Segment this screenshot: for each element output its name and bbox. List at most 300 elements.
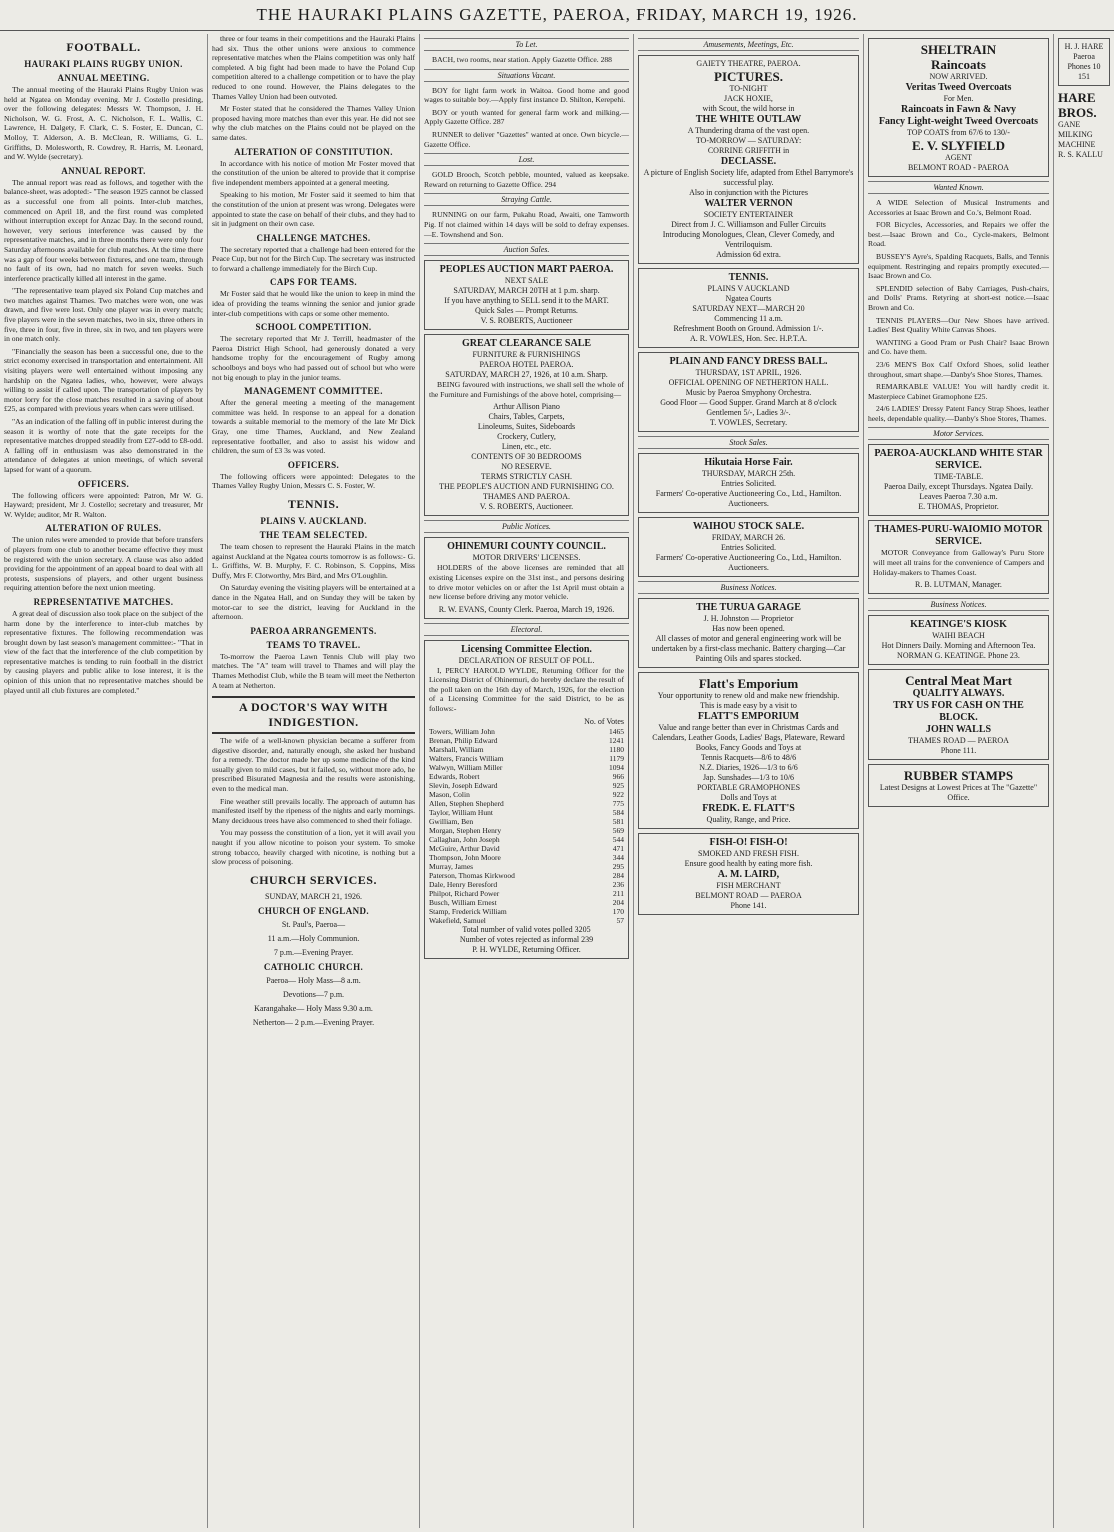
ad-line: THURSDAY, 1ST APRIL, 1926. — [695, 368, 802, 377]
candidate-votes: 1180 — [609, 744, 624, 754]
ad-line: Farmers' Co-operative Auctioneering Co., Ltd., Hamilton. Auctioneers. — [655, 489, 842, 508]
ad-line: Ngatea Courts — [725, 294, 772, 303]
ad-line: TO-MORROW — SATURDAY: — [695, 136, 802, 145]
poll-row — [429, 871, 624, 880]
auction-mart-ad — [424, 260, 629, 330]
article-paragraph: The union rules were amended to provide that before transfers of players from one club to another became effective they must be registered with the union secretary. A clause was also added providing for the appointment of an appeal board to deal with all protests, suspensions of players, and other urgent business requiring attention before the next union meeting. — [4, 535, 203, 593]
candidate-name: McGuire, Arthur David — [429, 843, 500, 853]
poll-row — [429, 898, 624, 907]
classified-ad: RUNNING on our farm, Pukahu Road, Awaiti, one Tamworth Pig. If not claimed within 14 days will be sold to defray expenses.—E. Townshend and Son. — [424, 210, 629, 239]
ad-line: Refreshment Booth on Ground. Admission 1/-. — [673, 324, 824, 333]
article-paragraph: "The representative team played six Poland Cup matches and two matches against Thames. Two matches were won, one was drawn, and five were lost. Only one player was in every match; five players were in the seven matches, two in six, three others in five, three in four, five in three, six in two, and ten players were in one match only. — [4, 286, 203, 344]
article-paragraph: The secretary reported that a challenge had been entered for the Peace Cup, but not for the Birch Cup. The secretary was instructed to forward a challenge immediately for the Birch Cup. — [212, 244, 415, 273]
waihou-sale-ad — [638, 517, 859, 577]
candidate-name: Paterson, Thomas Kirkwood — [429, 870, 515, 880]
ad-line: Quick Sales — Prompt Returns. — [475, 306, 578, 316]
ad-line: with Scout, the wild horse in — [702, 104, 795, 113]
column-1 — [0, 34, 208, 1528]
team-selected-heading: THE TEAM SELECTED. — [259, 529, 368, 540]
teams-travel-heading: TEAMS TO TRAVEL. — [266, 639, 361, 650]
ad-line: Commencing 11 a.m. — [714, 314, 783, 323]
ad-line: TO-NIGHT — [729, 84, 768, 93]
dress-ball-ad — [638, 352, 859, 432]
candidate-votes: 1094 — [609, 762, 624, 772]
candidate-name: Mason, Colin — [429, 789, 470, 799]
ad-line: Linen, etc., etc. — [501, 442, 552, 452]
ad-title: OHINEMURI COUNTY COUNCIL. — [447, 541, 606, 553]
ad-title: Flatt's Emporium — [698, 676, 799, 691]
ad-line: Good Floor — Good Supper. Grand March at 8 o'clock — [660, 398, 837, 407]
candidate-name: Taylor, William Hunt — [429, 807, 493, 817]
ad-line: BELMONT ROAD — PAEROA — [695, 891, 802, 900]
classified-ad: REMARKABLE VALUE! You will hardly credit it. Masterpiece Cabinet Gramophone £25. — [868, 382, 1049, 401]
vacant-section: Situations Vacant. — [424, 69, 629, 82]
ad-line: Crockery, Cutlery, — [497, 432, 556, 442]
ad-line: PLAINS V AUCKLAND — [707, 284, 790, 293]
ad-line: E. THOMAS, Proprietor. — [918, 502, 999, 512]
candidate-name: Allen, Stephen Shepherd — [429, 798, 504, 808]
ad-title: Raincoats — [931, 57, 986, 72]
ad-line: FLATT'S EMPORIUM — [697, 711, 800, 722]
classified-ad: BUSSEY'S Ayre's, Spalding Racquets, Balls, and Tennis equipment. Restringing and repairs promptly executed.—Isaac Brown and Co. — [868, 251, 1049, 281]
ad-line: Veritas Tweed Overcoats — [905, 82, 1012, 93]
column-2 — [208, 34, 420, 1528]
article-paragraph: The annual meeting of the Hauraki Plains Rugby Union was held at Ngatea on Monday evening. Mr J. Costello presiding, over the following delegates: Messrs W. Thompson, J. H. Nicholson, W. G. Frost, A. C. Nicholson, F. L. Wallis, C. Lawrence, H. Dalgety, F. Clark, C. S. Foster, E. Duncan, C. Molloy, T. Alderson, A. B. McClean, R. Williams, G. L. Griffiths, D. Molesworth, R. Cowdrey, R. Harris, M. Leonard, and W. Wylde (secretary). — [4, 85, 203, 162]
catholic-heading: CATHOLIC CHURCH. — [263, 961, 364, 972]
classified-ad: WANTING a Good Pram or Push Chair? Isaac Brown and Co. have them. — [868, 337, 1049, 357]
turua-garage-ad — [638, 598, 859, 668]
school-heading: SCHOOL COMPETITION. — [255, 322, 372, 333]
poll-row — [429, 754, 624, 763]
service-line: 11 a.m.—Holy Communion. — [267, 933, 360, 943]
ad-line: This is made easy by a visit to — [700, 701, 797, 710]
candidate-votes: 1465 — [609, 726, 624, 736]
ad-title: RUBBER STAMPS — [903, 768, 1014, 784]
candidate-name: Edwards, Robert — [429, 771, 480, 781]
ad-title: GREAT CLEARANCE SALE — [461, 338, 592, 350]
candidate-votes: 922 — [612, 789, 624, 799]
candidate-votes: 1241 — [609, 735, 624, 745]
ad-line: FISH MERCHANT — [716, 881, 781, 890]
classified-ad: BOY for light farm work in Waitoa. Good home and good wages to suitable boy.—Apply first instance D. Shilton, Kerepehi. — [424, 85, 629, 105]
ad-line: FRIDAY, MARCH 26. — [711, 533, 786, 542]
ad-line: WALTER VERNON — [704, 198, 793, 209]
candidate-votes: 966 — [612, 771, 624, 781]
ad-line: MOTOR Conveyance from Galloway's Puru Store will meet all trains for the convenience of Campers and Holiday-makers to Thames Coast. — [873, 548, 1044, 577]
classified-ad: GOLD Brooch, Scotch pebble, mounted, valued as keepsake. Reward on returning to Gazette Office. 294 — [424, 170, 629, 189]
candidate-votes: 211 — [613, 888, 624, 898]
ad-line: Raincoats in Fawn & Navy — [900, 104, 1016, 115]
article-paragraph: Mr Foster said that he would like the union to keep in mind the idea of providing the teams winning the senior and junior grade inter-club competitions with caps or some other memento. — [212, 289, 415, 318]
ad-line: A picture of English Society life, adapted from Ethel Barrymore's successful play. — [643, 168, 854, 187]
classified-ad: FOR Bicycles, Accessories, and Repairs we offer the best.—Isaac Brown and Co., Cycle-makers, Belmont Road. — [868, 220, 1049, 249]
poll-row — [429, 880, 624, 889]
article-paragraph: three or four teams in their competitions and the Hauraki Plains had six. Thus the other unions were anxious to commence representative matches when the Plains competition was only half completed. A big fight had been made to have the Poland Cup competition altered to a challenge competition or to have the play reduced to one round. However, the Plains delegates to the Thames Valley Union had been outvoted. — [212, 34, 415, 101]
service-line: 7 p.m.—Evening Prayer. — [273, 947, 354, 957]
article-paragraph: "Financially the season has been a successful one, due to the strict economy exercised in transportation and entertainment. All visiting players were well entertained without imposing any hardship on the Ngatea ladies, who, however, were always willing to assist if called upon. The transportation of players by motor lorry for the close matches resulted in a saving of about £25, as compared with previous years when cars were utilised. — [4, 346, 203, 414]
column-3 — [420, 34, 634, 1528]
candidate-votes: 57 — [616, 915, 624, 925]
ad-line: Latest Designs at Lowest Prices at The "Gazette" Office. — [879, 783, 1038, 803]
church-england-heading: CHURCH OF ENGLAND. — [257, 905, 370, 916]
ad-line: A. R. VOWLES, Hon. Sec. H.P.T.A. — [689, 334, 808, 343]
candidate-name: Walters, Francis William — [429, 753, 504, 763]
business-section-2: Business Notices. — [868, 598, 1049, 611]
ad-line: R. W. EVANS, County Clerk. Paeroa, March 19, 1926. — [438, 604, 615, 614]
poll-row — [429, 772, 624, 781]
annual-meeting-heading: ANNUAL MEETING. — [57, 73, 150, 83]
article-paragraph: A great deal of discussion also took place on the subject of the harm done by the interference to inter-club matches by representative fixtures. The following recommendation was brought down by last season's management committee:- "That in view of the fact that the interference of the club competition by representative matches is tending to ruin football in the district by causing players and public alike to lose interest, it is the opinion of this union that no representative matches should be played until all club fixtures are completed." — [4, 608, 203, 695]
rugby-union-subheading: HAURAKI PLAINS RUGBY UNION. — [24, 59, 183, 69]
ad-line: PORTABLE GRAMOPHONES — [696, 783, 801, 792]
article-paragraph: To-morrow the Paeroa Lawn Tennis Club will play two matches. The "A" team will travel to Thames and will play the Thames Methodist Club, while the B team will meet the Netherton A team at Netherton. — [212, 651, 415, 690]
ad-line: AGENT — [944, 153, 973, 162]
ad-line: NORMAN G. KEATINGE. Phone 23. — [897, 651, 1020, 661]
puru-motor-ad — [868, 520, 1049, 594]
sheltrain-ad — [868, 38, 1049, 177]
article-paragraph: The following officers were appointed: Patron, Mr W. G. Hayward; president, Mr J. Costello; secretary and treasurer, Mr W. Wylde; auditor, Mr R. Walton. — [4, 490, 203, 519]
poll-row — [429, 763, 624, 772]
ad-line: OFFICIAL OPENING OF NETHERTON HALL. — [668, 378, 829, 387]
ad-line: THURSDAY, MARCH 25th. — [701, 469, 796, 478]
ad-line: Gentlemen 5/-, Ladies 3/-. — [706, 408, 791, 417]
classified-ad: RUNNER to deliver "Gazettes" wanted at once. Own bicycle.—Gazette Office. — [424, 129, 629, 149]
ad-line: Your opportunity to renew old and make new friendship. — [657, 691, 840, 700]
classified-ad: TENNIS PLAYERS—Our New Shoes have arrived. Ladies' Best Quality White Canvas Shoes. — [868, 315, 1049, 335]
candidate-votes: 204 — [612, 897, 624, 907]
ad-line: All classes of motor and general engineering work will be undertaken by a first-class mechanic. Battery charging—Car Painting Oils and spares stocked. — [651, 634, 846, 663]
article-paragraph: "As an indication of the falling off in public interest during the season it is worthy of note that the gate receipts for the representative matches dropped steadily from £27-odd to £8-odd. A falling off in enthusiasm was also demonstrated in the attendance of delegates at union meetings, of which several lapsed for want of a quorum. — [4, 417, 203, 474]
ad-line: Admission 6d extra. — [716, 250, 781, 259]
ad-line: For Men. — [943, 94, 974, 103]
article-paragraph: Fine weather still prevails locally. The approach of autumn has manifested itself by the ripeness of the nights and early mornings. Many deciduous trees have also commenced to shed their foliage. — [212, 796, 415, 825]
poll-row — [429, 808, 624, 817]
ad-line: BEING favoured with instructions, we shall sell the whole of the Furniture and Furnishings of the above hotel, comprising— — [429, 380, 624, 399]
ad-line: TRY US FOR CASH ON THE BLOCK. — [893, 700, 1024, 724]
ad-title: PEOPLES AUCTION MART PAEROA. — [439, 264, 614, 276]
ad-line: Phone 141. — [730, 901, 767, 910]
ad-line: If you have anything to SELL send it to the MART. — [444, 296, 609, 306]
column-6 — [1054, 34, 1114, 1528]
ad-line: NEXT SALE — [504, 276, 549, 286]
ad-line: DECLASSE. — [720, 156, 777, 167]
candidate-votes: 584 — [612, 807, 624, 817]
candidate-votes: 925 — [612, 780, 624, 790]
ad-line: Fancy Light-weight Tweed Overcoats — [878, 116, 1039, 127]
ad-title: E. V. SLYFIELD — [912, 138, 1005, 153]
paeroa-arrangements-heading: PAEROA ARRANGEMENTS. — [250, 625, 377, 636]
annual-report-heading: ANNUAL REPORT. — [61, 165, 146, 176]
ad-title: Hikutaia Horse Fair. — [704, 457, 793, 468]
ad-line: Has now been opened. — [712, 624, 785, 633]
poll-list — [429, 727, 624, 925]
article-paragraph: In accordance with his notice of motion Mr Foster moved that the constitution of the union be altered to provide that it comprise five independent members appointed at a general meeting. — [212, 158, 415, 187]
poll-row — [429, 916, 624, 925]
ad-line: N.Z. Diaries, 1926—1/3 to 6/6 — [699, 763, 798, 772]
public-section: Public Notices. — [424, 520, 629, 533]
ad-line: NO RESERVE. — [501, 462, 552, 472]
ad-line: THAMES AND PAEROA. — [482, 492, 571, 502]
ad-line: CORRINE GRIFFITH in — [707, 146, 790, 155]
wanted-section: Wanted Known. — [868, 181, 1049, 194]
classified-ad: BOY or youth wanted for general farm work and milking.—Apply Gazette Office. 287 — [424, 107, 629, 127]
church-heading: CHURCH SERVICES. — [250, 872, 377, 887]
ad-line: A Thundering drama of the vast open. — [687, 126, 810, 135]
candidate-name: Callaghan, John Joseph — [429, 834, 500, 844]
ad-line: T. VOWLES, Secretary. — [709, 418, 788, 427]
ad-line: SMOKED AND FRESH FISH. — [698, 849, 799, 858]
ad-line: FURNITURE & FURNISHINGS — [472, 350, 581, 360]
candidate-votes: 581 — [612, 816, 624, 826]
candidate-name: Philpot, Richard Power — [429, 888, 500, 898]
officers-heading-2: OFFICERS. — [287, 459, 340, 470]
ad-line: Hot Dinners Daily. Morning and Afternoon Tea. — [881, 641, 1036, 651]
service-line: Karangahake— Holy Mass 9.30 a.m. — [254, 1003, 373, 1013]
classified-ad: BACH, two rooms, near station. Apply Gazette Office. 288 — [432, 55, 612, 64]
motor-section: Motor Services. — [868, 427, 1049, 440]
council-ad — [424, 537, 629, 618]
gaiety-theatre-ad — [638, 55, 859, 264]
hare-bros-ad — [1058, 38, 1110, 86]
classified-ad: 23/6 MEN'S Box Calf Oxford Shoes, solid leather throughout, smart shape.—Danby's Shoe Stores, Thames. — [868, 359, 1049, 379]
officers-heading: OFFICERS. — [77, 478, 130, 489]
ad-title: Licensing Committee Election. — [461, 643, 592, 655]
poll-row — [429, 745, 624, 754]
article-paragraph: The annual report was read as follows, and together with the balance-sheet, was adopted:- "The season 1925 cannot be classed as a successful one from all points. Inter-club matches, commenced on April 18, and the first round was completed without interruption except for Anzac Day. In the second round, however, very serious interference was caused by the representative matches, and in three months there were only four Saturday afternoons available for club matches. At the time there was a gap of four weeks between fixtures, and one team, through no fault of its own, had no match for seven weeks. Such interference practically killed all interest in the game. — [4, 177, 203, 283]
ad-title: THE TURUA GARAGE — [696, 602, 801, 613]
candidate-votes: 775 — [612, 798, 624, 808]
candidate-name: Busch, William Ernest — [429, 897, 497, 907]
ad-title: Central Meat Mart — [905, 673, 1012, 689]
horse-fair-ad — [638, 453, 859, 513]
straying-section: Straying Cattle. — [424, 193, 629, 206]
representative-heading: REPRESENTATIVE MATCHES. — [33, 596, 174, 607]
ad-line: BELMONT ROAD - PAEROA — [907, 163, 1010, 172]
article-paragraph: On Saturday evening the visiting players will be entertained at a dance in the Ngatea Hall, and on Sunday they will be taken by motor-car to see the district, leaving for Auckland in the afternoon. — [212, 583, 415, 622]
ad-line: JOHN WALLS — [925, 724, 992, 736]
ad-line: Music by Paeroa Smyphony Orchestra. — [685, 388, 812, 397]
ad-title: HARE BROS. — [1058, 90, 1097, 120]
white-star-ad — [868, 444, 1049, 516]
ad-line: Entries Solicited. — [720, 479, 777, 488]
ad-line: DECLARATION OF RESULT OF POLL. — [458, 655, 595, 665]
candidate-name: Murray, James — [429, 861, 474, 871]
licensing-ad — [424, 640, 629, 959]
amusements-section: Amusements, Meetings, Etc. — [638, 38, 859, 51]
lost-section: Lost. — [424, 153, 629, 166]
candidate-votes: 471 — [612, 843, 624, 853]
ad-line: Tennis Racquets—8/6 to 48/6 — [700, 753, 797, 762]
ad-line: MOTOR DRIVERS' LICENSES. — [472, 553, 581, 563]
ad-line: TERMS STRICTLY CASH. — [480, 472, 573, 482]
ad-line: Introducing Monologues, Clean, Clever Comedy, and Ventriloquism. — [662, 230, 835, 249]
candidate-name: Gwilliam, Ben — [429, 816, 474, 826]
classified-ad: SPLENDID selection of Baby Carriages, Push-chairs, and Dolls' Prams. Retyring at short-est notice.—Isaac Brown and Co. — [868, 283, 1049, 312]
ad-line: SATURDAY NEXT—MARCH 20 — [692, 304, 805, 313]
constitution-heading: ALTERATION OF CONSTITUTION. — [234, 146, 393, 157]
ad-line: CONTENTS OF 30 BEDROOMS — [471, 452, 582, 462]
ad-line: Farmers' Co-operative Auctioneering Co., Ltd., Hamilton. Auctioneers. — [655, 553, 842, 572]
ad-line: V. S. ROBERTS, Auctioneer — [480, 316, 573, 326]
ad-title: PLAIN AND FANCY DRESS BALL. — [669, 356, 828, 367]
poll-row — [429, 862, 624, 871]
ad-line: I, PERCY HAROLD WYLDE, Returning Officer for the Licensing District of Ohinemuri, do hereby declare the result of the poll taken on the 16th day of March, 1926, for the election of a Licensing Committee for the said District, to be as follows:- — [429, 665, 624, 714]
article-paragraph: The wife of a well-known physician became a sufferer from digestive disorder, and, naturally enough, she asked her husband for a remedy. The doctor made her up some medicine of the kind usually given to mild cases, but it failed, so, without more ado, he prescribed Bisurated Magnesia and the results were astonishing, even to the medical man. — [212, 736, 415, 794]
stock-section: Stock Sales. — [638, 436, 859, 449]
ad-line: SOCIETY ENTERTAINER — [703, 210, 794, 219]
ad-line: PAEROA HOTEL PAEROA. — [479, 360, 574, 370]
ad-line: R. S. KALLU — [1058, 150, 1103, 159]
ad-line: Value and range better than ever in Christmas Cards and Calendars, Leather Goods, Ladies' Bags, Plateware, Reward Books, Fancy Goods and Toys at — [652, 723, 845, 752]
tennis-heading: TENNIS. — [287, 496, 340, 511]
ad-line: Direct from J. C. Williamson and Fuller Circuits — [671, 220, 826, 229]
tennis-subheading: PLAINS V. AUCKLAND. — [260, 515, 367, 526]
ad-line: Number of votes rejected as informal 239 — [459, 934, 594, 944]
ad-line: Dolls and Toys at — [720, 793, 777, 802]
ad-line: GANE MILKING MACHINE — [1058, 120, 1096, 149]
ad-line: THE PEOPLE'S AUCTION AND FURNISHING CO. — [439, 482, 614, 492]
ad-line: NOW ARRIVED. — [929, 72, 988, 81]
to-let-section: To Let. — [424, 38, 629, 51]
ad-line: Linoleums, Suites, Sideboards — [477, 422, 576, 432]
ad-line: Jap. Sunshades—1/3 to 10/6 — [702, 773, 795, 782]
ad-line: HOLDERS of the above licenses are reminded that all existing Licenses expire on the 31st inst., and persons desiring to drive motor vehicles on or after the 1st April must obtain a new license before driving any motor vehicle. — [429, 563, 624, 602]
business-section: Business Notices. — [638, 581, 859, 594]
poll-row — [429, 736, 624, 745]
ad-line: Phone 111. — [940, 746, 977, 756]
article-paragraph: Mr Foster stated that he considered the Thames Valley Union proposed having more matches than ever this year. He did not see why the club matches on the Plains could not be played on the same dates. — [212, 104, 415, 142]
candidate-votes: 569 — [612, 825, 624, 835]
ad-line: Arthur Allison Piano — [493, 402, 560, 412]
ad-line: Leaves Paeroa 7.30 a.m. — [919, 492, 998, 502]
article-paragraph: Speaking to his motion, Mr Foster said it seemed to him that the constitution of the union at present was wrong. Delegates were appointed to state the case on behalf of their clubs, and they had to sit in judgment on their own case. — [212, 190, 415, 229]
poll-row — [429, 817, 624, 826]
candidate-name: Towers, William John — [429, 726, 495, 736]
ad-line: H. J. HARE Paeroa Phones 10 151 — [1064, 42, 1104, 81]
electoral-section: Electoral. — [424, 623, 629, 636]
ad-title: PICTURES. — [714, 69, 783, 84]
classified-ad: A WIDE Selection of Musical Instruments and Accessories at Isaac Brown and Co.'s, Belmont Road. — [868, 198, 1049, 217]
ad-title: SHELTRAIN — [920, 42, 997, 57]
ad-line: TOP COATS from 67/6 to 130/- — [907, 128, 1010, 137]
fish-ad — [638, 833, 859, 915]
ad-line: Ensure good health by eating more fish. — [684, 859, 813, 868]
ad-title: FISH-O! FISH-O! — [709, 837, 788, 848]
candidate-votes: 544 — [612, 834, 624, 844]
challenge-heading: CHALLENGE MATCHES. — [256, 232, 371, 243]
ad-title: PAEROA-AUCKLAND WHITE STAR SERVICE. — [874, 448, 1043, 472]
ad-line: A. M. LAIRD, — [717, 869, 780, 880]
management-heading: MANAGEMENT COMMITTEE. — [244, 386, 383, 397]
alteration-heading: ALTERATION OF RULES. — [45, 523, 162, 534]
poll-row — [429, 790, 624, 799]
ad-line: THE WHITE OUTLAW — [695, 114, 802, 125]
poll-row — [429, 799, 624, 808]
meat-mart-ad — [868, 669, 1049, 760]
candidate-name: Thompson, John Moore — [429, 852, 501, 862]
tennis-ad — [638, 268, 859, 348]
ad-title: KEATINGE'S KIOSK — [910, 619, 1007, 631]
caps-heading: CAPS FOR TEAMS. — [269, 277, 358, 288]
clearance-sale-ad — [424, 334, 629, 516]
ad-line: TIME-TABLE. — [933, 472, 984, 482]
candidate-name: Brenan, Philip Edward — [429, 735, 498, 745]
football-heading: FOOTBALL. — [66, 40, 141, 54]
ad-line: Quality, Range, and Price. — [706, 815, 791, 824]
service-line: Netherton— 2 p.m.—Evening Prayer. — [252, 1017, 375, 1027]
ad-line: J. H. Johnston — Proprietor — [703, 614, 794, 623]
ad-line: V. S. ROBERTS, Auctioneer. — [479, 502, 574, 512]
poll-row — [429, 907, 624, 916]
ad-line: GAIETY THEATRE, PAEROA. — [696, 59, 801, 68]
candidate-name: Slevin, Joseph Edward — [429, 780, 498, 790]
ad-line: Chairs, Tables, Carpets, — [488, 412, 565, 422]
candidate-votes: 284 — [612, 870, 624, 880]
candidate-votes: 344 — [612, 852, 624, 862]
candidate-votes: 170 — [612, 906, 624, 916]
article-paragraph: The team chosen to represent the Hauraki Plains in the match against Auckland at the Ngatea courts tomorrow is as follows:- G. L. Griffiths, W. B. Murphy, F. C. Robinson, S. Coppins, Miss Duffy, Mrs F. Clotworthy, Mrs Bird, and Mrs O'Loughlin. — [212, 541, 415, 580]
service-line: Paeroa— Holy Mass—8 a.m. — [266, 975, 361, 985]
rubber-stamps-ad — [868, 764, 1049, 807]
doctor-heading: A DOCTOR'S WAY WITH INDIGESTION. — [212, 696, 415, 734]
candidate-name: Morgan, Stephen Henry — [429, 825, 502, 835]
column-5 — [864, 34, 1054, 1528]
ad-line: SATURDAY, MARCH 20TH at 1 p.m. sharp. — [453, 286, 600, 296]
ad-line: THAMES ROAD — PAEROA — [908, 736, 1009, 746]
ad-line: JACK HOXIE, — [724, 94, 773, 103]
service-line: Devotions—7 p.m. — [282, 989, 345, 999]
ad-title: WAIHOU STOCK SALE. — [692, 521, 805, 532]
masthead: THE HAURAKI PLAINS GAZETTE, PAEROA, FRIDAY, MARCH 19, 1926. — [0, 0, 1114, 31]
church-date: SUNDAY, MARCH 21, 1926. — [265, 891, 362, 901]
service-line: St. Paul's, Paeroa— — [281, 919, 346, 929]
ad-line: R. B. LUTMAN, Manager. — [915, 580, 1002, 590]
ad-line: Entries Solicited. — [720, 543, 777, 552]
poll-row — [429, 781, 624, 790]
ad-line: WAIHI BEACH — [932, 631, 985, 641]
candidate-votes: 295 — [612, 861, 624, 871]
poll-header: No. of Votes — [584, 716, 624, 726]
ad-line: P. H. WYLDE, Returning Officer. — [472, 944, 581, 954]
article-paragraph: After the general meeting a meeting of the management committee was held. In response to an appeal for a donation towards a suitable memorial to the memory of the late Mr Dick Gray, one time Thames, Auckland, and New Zealand representative footballer, and also to assist his widow and children, the sum of £3 3s was voted. — [212, 398, 415, 456]
candidate-name: Dale, Henry Beresford — [429, 879, 498, 889]
ad-title: THAMES-PURU-WAIOMIO MOTOR SERVICE. — [874, 524, 1043, 548]
poll-row — [429, 844, 624, 853]
candidate-name: Stamp, Frederick William — [429, 906, 507, 916]
candidate-votes: 1179 — [609, 753, 624, 763]
article-paragraph: The secretary reported that Mr J. Terrill, headmaster of the Paeroa District High School, had generously donated a very handsome trophy for the encouragement of Rugby among schoolboys and boys who had passed out of school but who were not big enough to play in the junior teams. — [212, 334, 415, 382]
ad-line: Total number of valid votes polled 3205 — [462, 924, 591, 934]
article-paragraph: You may possess the constitution of a lion, yet it will avail you naught if you allow nicotine to poison your system. To smoke strong tobacco, heavily charged with nicotine, is nothing but a slow process of poisoning. — [212, 828, 415, 867]
poll-row — [429, 835, 624, 844]
ad-line: SATURDAY, MARCH 27, 1926, at 10 a.m. Sharp. — [445, 370, 608, 380]
candidate-votes: 236 — [612, 879, 624, 889]
poll-row — [429, 889, 624, 898]
auction-section: Auction Sales. — [424, 243, 629, 256]
ad-line: Paeroa Daily, except Thursdays. Ngatea Daily. — [884, 482, 1033, 492]
candidate-name: Walwyn, William Miller — [429, 762, 503, 772]
flatts-emporium-ad — [638, 672, 859, 829]
poll-row — [429, 727, 624, 736]
ad-line: FREDK. E. FLATT'S — [702, 803, 795, 814]
kiosk-ad — [868, 615, 1049, 665]
ad-line: QUALITY ALWAYS. — [912, 688, 1005, 700]
ad-title: TENNIS. — [728, 272, 769, 283]
candidate-name: Wakefield, Samuel — [429, 915, 486, 925]
article-paragraph: The following officers were appointed: Delegates to the Thames Valley Rugby Union, Messrs C. S. Foster, W. — [212, 471, 415, 491]
column-4 — [634, 34, 864, 1528]
ad-line: Also in conjunction with the Pictures — [689, 188, 808, 197]
